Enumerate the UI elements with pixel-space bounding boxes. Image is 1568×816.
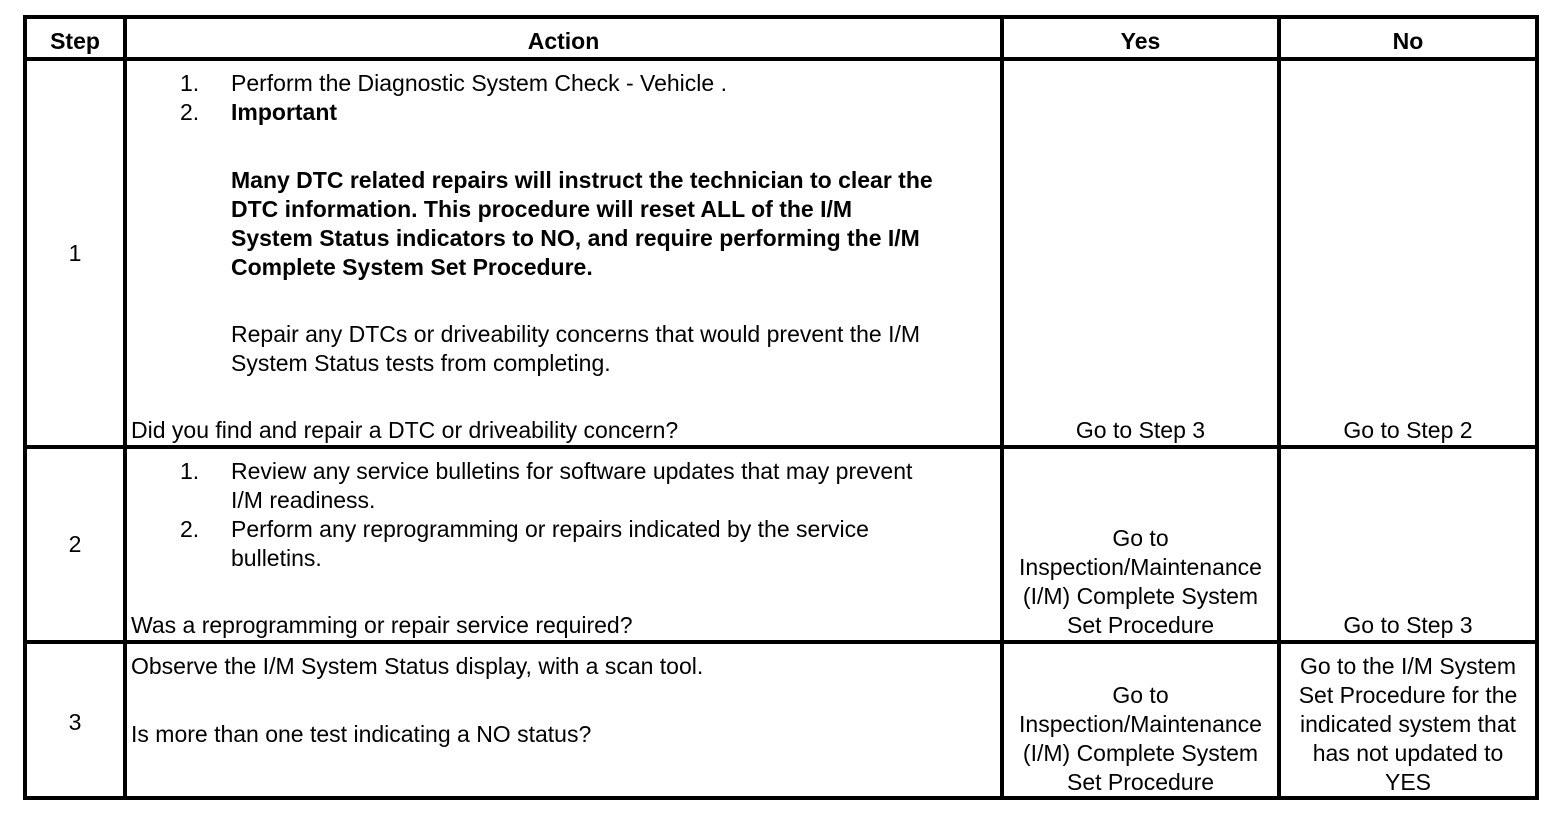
header-yes: Yes <box>1120 28 1161 54</box>
list-number: 1. <box>180 458 200 484</box>
column-divider <box>123 19 127 796</box>
yes-outcome-line: (I/M) Complete System <box>1022 740 1259 766</box>
step-number: 1 <box>68 239 82 266</box>
note-text-line: System Status tests from completing. <box>231 350 611 376</box>
yes-outcome-line: Set Procedure <box>1066 612 1215 638</box>
no-outcome-line: Set Procedure for the <box>1298 682 1518 708</box>
header-no: No <box>1392 28 1424 54</box>
step-number: 2 <box>68 531 82 557</box>
yes-outcome-line: Inspection/Maintenance <box>1019 554 1262 580</box>
header-action: Action <box>527 28 600 54</box>
important-label: Important <box>231 99 338 125</box>
yes-outcome-line: (I/M) Complete System <box>1022 583 1259 609</box>
important-text-line: Many DTC related repairs will instruct the technician to clear the <box>231 167 933 193</box>
row-divider <box>27 445 1535 449</box>
list-number: 2. <box>180 99 200 125</box>
step-question: Is more than one test indicating a NO status? <box>131 721 592 747</box>
yes-outcome: Go to Step 3 <box>1075 417 1206 443</box>
list-item-text: Review any service bulletins for software updates that may prevent <box>231 458 913 484</box>
no-outcome: Go to Step 3 <box>1343 612 1473 638</box>
observe-text: Observe the I/M System Status display, with a scan tool. <box>131 653 704 679</box>
list-item-text: Perform any reprogramming or repairs indicated by the service <box>231 516 869 542</box>
yes-outcome-line: Inspection/Maintenance <box>1019 711 1262 737</box>
note-text-line: Repair any DTCs or driveability concerns that would prevent the I/M <box>231 321 921 347</box>
header-step: Step <box>50 28 100 54</box>
yes-outcome-line: Go to <box>1112 525 1169 551</box>
list-item-text: Perform the Diagnostic System Check - Vehicle . <box>231 70 727 96</box>
step-number: 3 <box>68 708 82 735</box>
list-number: 1. <box>180 70 200 96</box>
row-divider <box>27 57 1535 61</box>
step-question: Was a reprogramming or repair service required? <box>131 612 633 638</box>
list-number: 2. <box>180 516 200 542</box>
step-question: Did you find and repair a DTC or driveability concern? <box>131 417 679 443</box>
yes-outcome-line: Set Procedure <box>1066 769 1215 795</box>
no-outcome-line: Go to the I/M System <box>1299 653 1517 679</box>
no-outcome: Go to Step 2 <box>1343 417 1473 443</box>
important-text-line: System Status indicators to NO, and require performing the I/M <box>231 225 920 251</box>
row-divider <box>27 640 1535 644</box>
yes-outcome-line: Go to <box>1112 682 1169 708</box>
list-item-text: bulletins. <box>231 545 322 571</box>
important-text-line: DTC information. This procedure will reset ALL of the I/M <box>231 196 853 222</box>
important-text-line: Complete System Set Procedure. <box>231 254 593 280</box>
no-outcome-line: has not updated to <box>1312 740 1504 766</box>
no-outcome-line: YES <box>1384 769 1432 795</box>
column-divider <box>1000 19 1004 796</box>
no-outcome-line: indicated system that <box>1299 711 1517 737</box>
diagnostic-table <box>23 15 1539 800</box>
list-item-text: I/M readiness. <box>231 487 376 513</box>
